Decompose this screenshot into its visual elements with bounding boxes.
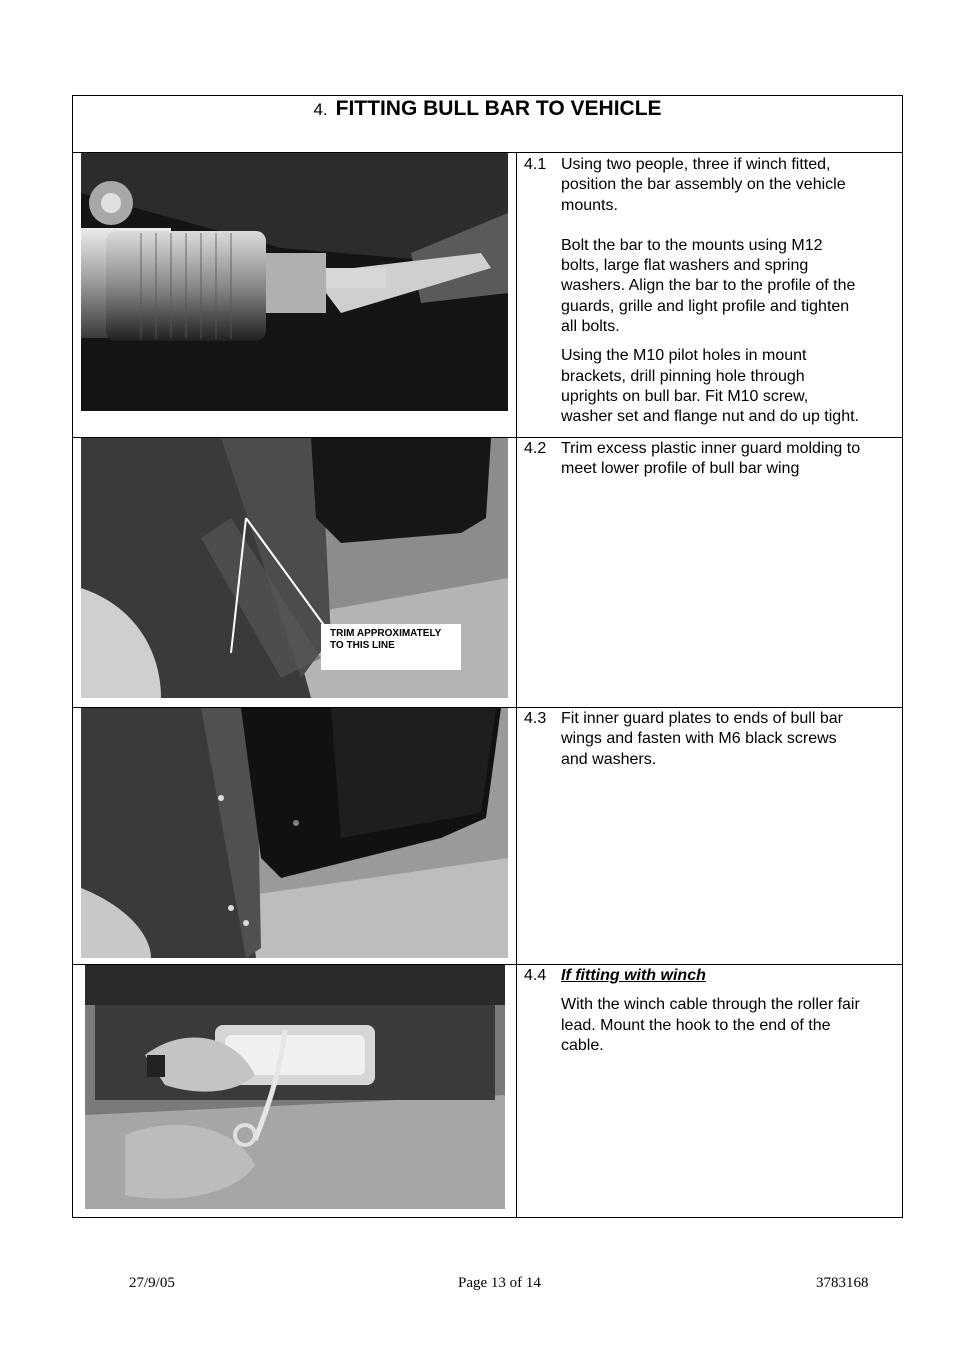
footer-date: 27/9/05 (129, 1275, 175, 1291)
section-title-text: FITTING BULL BAR TO VEHICLE (335, 97, 662, 120)
instruction-table (72, 95, 903, 1218)
step-text-4-2: 4.2 Trim excess plastic inner guard molding to meet lower profile of bull bar wing (524, 440, 861, 478)
inner-guard-plate-photo (81, 708, 508, 958)
section-number: 4. (313, 100, 328, 119)
step-text-4-3: 4.3 Fit inner guard plates to ends of bull bar wings and fasten with M6 black screws and washers. (524, 710, 843, 768)
step-number: 4.3 (524, 710, 547, 727)
section-title-row (73, 96, 902, 153)
step-number: 4.1 (524, 156, 547, 173)
step-text-4-4: 4.4 If fitting with winch With the winch cable through the roller fair lead. Mount the hook to the end of the cable. (524, 967, 860, 1054)
step-row-4-2 (73, 438, 902, 708)
step-row-4-3 (73, 708, 902, 965)
footer-doc-number: 3783168 (816, 1275, 869, 1291)
winch-heading: If fitting with winch (561, 967, 706, 984)
inner-guard-trim-line-photo (81, 438, 508, 698)
winch-hook-photo (85, 965, 505, 1209)
step-row-4-1 (73, 153, 902, 438)
drill-on-mount-bracket-photo (81, 153, 508, 411)
step-number: 4.2 (524, 440, 547, 457)
trim-line-callout: TRIM APPROXIMATELY TO THIS LINE (330, 628, 442, 651)
step-text-4-1: 4.1 Using two people, three if winch fitted, position the bar assembly on the vehicle mounts. Bolt the bar to the mounts using M12 bolts, large flat washers and spring washers. Align the bar to the profile of the guards, grille and light profile and tighten all bolts. Using the M10 pilot holes in mount brackets, drill pinning hole through uprights on bull bar. Fit M10 screw, washer set and flange nut and do up tight. (524, 156, 859, 426)
section-title (73, 96, 902, 121)
step-row-4-4 (73, 965, 902, 1218)
footer-page-number: Page 13 of 14 (458, 1275, 541, 1291)
step-number: 4.4 (524, 967, 547, 984)
